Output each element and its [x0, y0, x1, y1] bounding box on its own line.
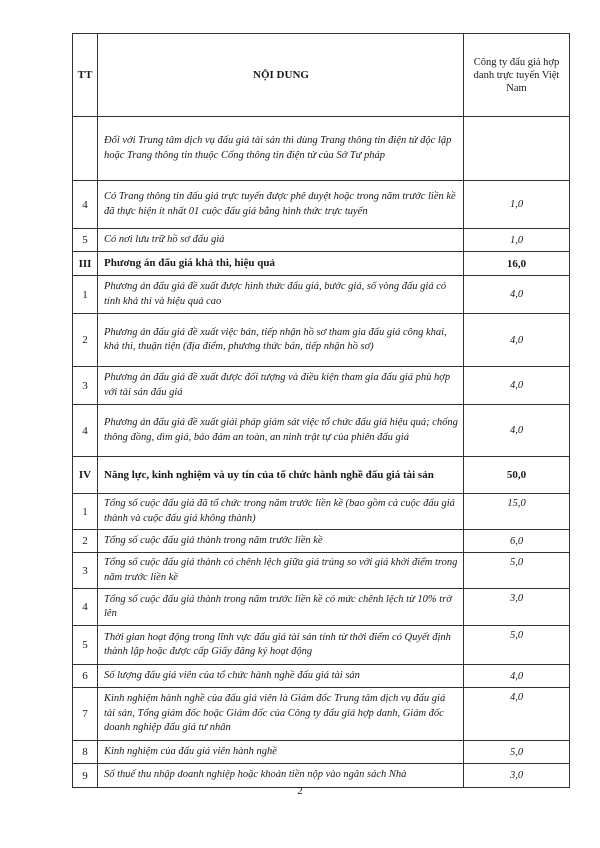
- table-row: [73, 117, 570, 181]
- row-content: Kinh nghiệm của đấu giá viên hành nghề: [98, 741, 464, 764]
- row-content: Phương án đấu giá đề xuất giải pháp giám sát việc tổ chức đấu giá hiệu quả; chống thông đồng, dìm giá, bảo đảm an toàn, an ninh trật tự của phiên đấu giá: [98, 405, 464, 457]
- row-tt: 5: [73, 626, 98, 665]
- header-score: Công ty đấu giá hợp danh trực tuyến Việt Nam: [464, 34, 570, 117]
- section-score: 50,0: [464, 457, 570, 494]
- row-content: Tổng số cuộc đấu giá thành trong năm trước liền kề có mức chênh lệch từ 10% trở lên: [98, 589, 464, 626]
- row-content: Số thuế thu nhập doanh nghiệp hoặc khoản tiền nộp vào ngân sách Nhà: [98, 764, 464, 788]
- table-row: [73, 688, 570, 741]
- table-row: [73, 494, 570, 530]
- row-content: Có nơi lưu trữ hồ sơ đấu giá: [98, 229, 464, 252]
- row-score: 5,0: [464, 626, 570, 665]
- section-title: Phương án đấu giá khả thi, hiệu quả: [98, 252, 464, 276]
- table-row: [73, 553, 570, 589]
- table-row: [73, 530, 570, 553]
- page-number: 2: [297, 785, 303, 797]
- header-content: NỘI DUNG: [98, 34, 464, 117]
- criteria-table: [72, 33, 570, 788]
- section-row: [73, 457, 570, 494]
- row-tt: 4: [73, 181, 98, 229]
- row-score: 4,0: [464, 688, 570, 741]
- row-score: 15,0: [464, 494, 570, 530]
- row-score: 4,0: [464, 665, 570, 688]
- row-score: 3,0: [464, 589, 570, 626]
- row-tt: 1: [73, 276, 98, 314]
- table-row: [73, 589, 570, 626]
- row-tt: 3: [73, 367, 98, 405]
- row-tt: 3: [73, 553, 98, 589]
- table-row: [73, 405, 570, 457]
- row-tt: 4: [73, 405, 98, 457]
- row-content: Kinh nghiệm hành nghề của đấu giá viên là Giám đốc Trung tâm dịch vụ đấu giá tài sản, Tổng giám đốc hoặc Giám đốc của Công ty đấu giá hợp danh, Giám đốc doanh nghiệp đấu giá tư nhân: [98, 688, 464, 741]
- table-row: [73, 764, 570, 788]
- row-content: Phương án đấu giá đề xuất được hình thức đấu giá, bước giá, số vòng đấu giá có tính khả thi và hiệu quả cao: [98, 276, 464, 314]
- row-tt: 1: [73, 494, 98, 530]
- table-row: [73, 367, 570, 405]
- row-content: Tổng số cuộc đấu giá đã tổ chức trong năm trước liền kề (bao gồm cả cuộc đấu giá thành và cuộc đấu giá không thành): [98, 494, 464, 530]
- row-tt: 9: [73, 764, 98, 788]
- row-score: 1,0: [464, 229, 570, 252]
- row-tt: [73, 117, 98, 181]
- section-tt: IV: [73, 457, 98, 494]
- row-content: Phương án đấu giá đề xuất việc bán, tiếp nhận hồ sơ tham gia đấu giá công khai, khả thi, thuận tiện (địa điểm, phương thức bán, tiếp nhận hồ sơ): [98, 314, 464, 367]
- row-score: 5,0: [464, 553, 570, 589]
- table-row: [73, 626, 570, 665]
- row-tt: 7: [73, 688, 98, 741]
- row-tt: 2: [73, 314, 98, 367]
- row-score: 5,0: [464, 741, 570, 764]
- table-row: [73, 665, 570, 688]
- row-content: Đối với Trung tâm dịch vụ đấu giá tài sản thì dùng Trang thông tin điện tử độc lập hoặc Trang thông tin thuộc Cổng thông tin điện tử của Sở Tư pháp: [98, 117, 464, 181]
- header-tt: TT: [73, 34, 98, 117]
- row-content: Số lượng đấu giá viên của tổ chức hành nghề đấu giá tài sản: [98, 665, 464, 688]
- row-score: 4,0: [464, 367, 570, 405]
- table-row: [73, 276, 570, 314]
- table-row: [73, 741, 570, 764]
- row-content: Tổng số cuộc đấu giá thành có chênh lệch giữa giá trúng so với giá khởi điểm trong năm trước liền kề: [98, 553, 464, 589]
- row-score: 3,0: [464, 764, 570, 788]
- row-score: 4,0: [464, 276, 570, 314]
- table-row: [73, 314, 570, 367]
- table-header-row: [73, 34, 570, 117]
- row-tt: 5: [73, 229, 98, 252]
- row-score: 6,0: [464, 530, 570, 553]
- row-tt: 4: [73, 589, 98, 626]
- table-row: [73, 229, 570, 252]
- table-row: [73, 181, 570, 229]
- section-tt: III: [73, 252, 98, 276]
- row-content: Thời gian hoạt động trong lĩnh vực đấu giá tài sản tính từ thời điểm có Quyết định thành lập hoặc được cấp Giấy đăng ký hoạt động: [98, 626, 464, 665]
- row-score: 4,0: [464, 405, 570, 457]
- row-content: Phương án đấu giá đề xuất được đối tượng và điều kiện tham gia đấu giá phù hợp với tài sản đấu giá: [98, 367, 464, 405]
- section-row: [73, 252, 570, 276]
- row-score: 1,0: [464, 181, 570, 229]
- section-score: 16,0: [464, 252, 570, 276]
- row-score: [464, 117, 570, 181]
- row-content: Có Trang thông tin đấu giá trực tuyến được phê duyệt hoặc trong năm trước liền kề đã thực hiện ít nhất 01 cuộc đấu giá bằng hình thức trực tuyến: [98, 181, 464, 229]
- section-title: Năng lực, kinh nghiệm và uy tín của tổ chức hành nghề đấu giá tài sản: [98, 457, 464, 494]
- row-tt: 8: [73, 741, 98, 764]
- row-tt: 2: [73, 530, 98, 553]
- row-content: Tổng số cuộc đấu giá thành trong năm trước liền kề: [98, 530, 464, 553]
- row-tt: 6: [73, 665, 98, 688]
- row-score: 4,0: [464, 314, 570, 367]
